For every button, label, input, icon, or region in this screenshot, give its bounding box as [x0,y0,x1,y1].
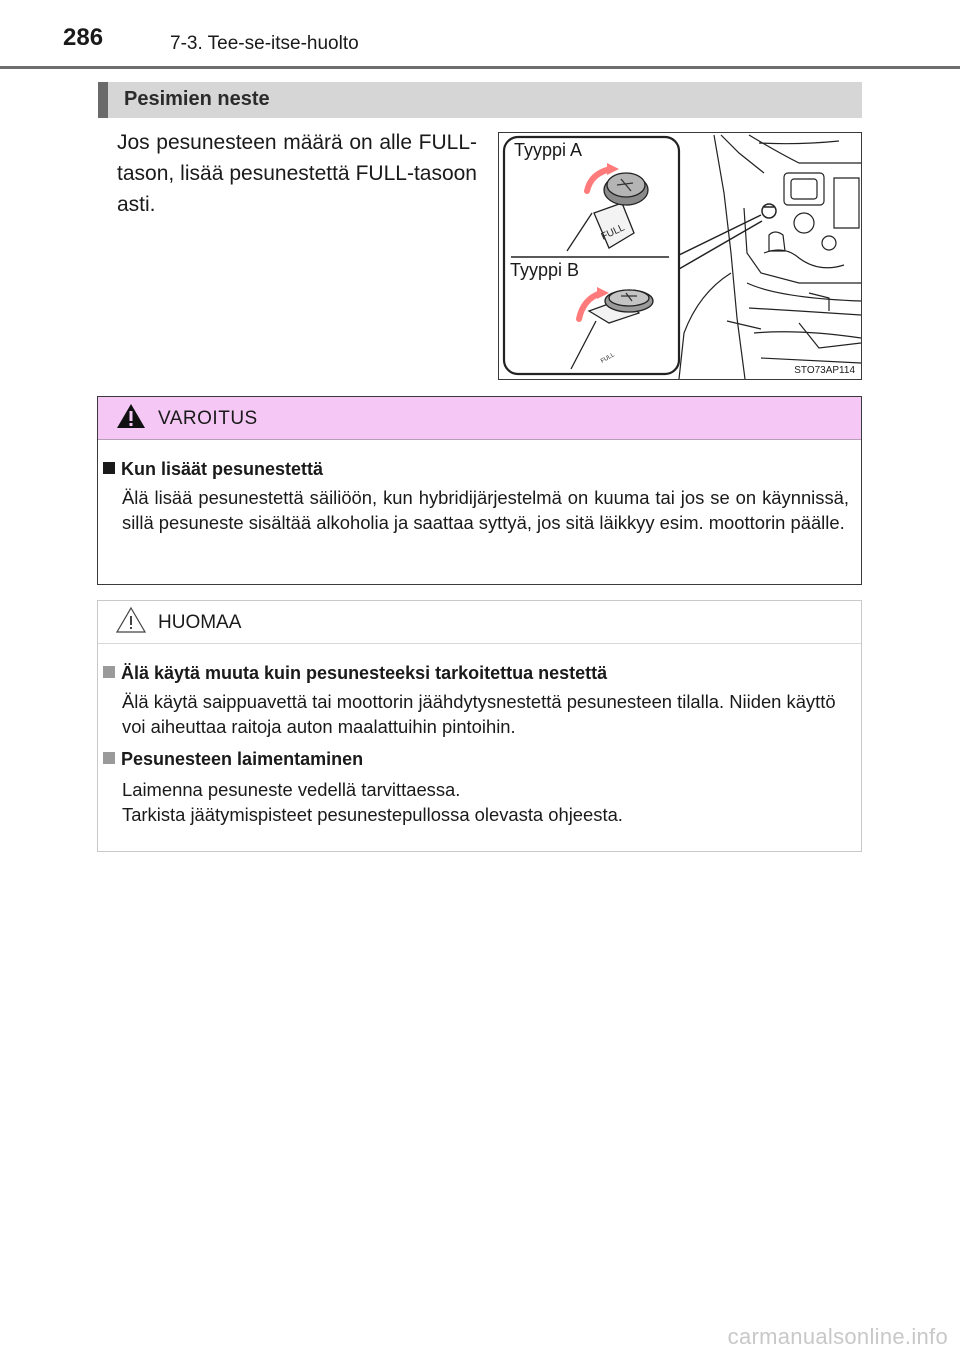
washer-fluid-illustration [498,132,862,380]
bullet-square-icon [103,752,115,764]
notice-header [98,601,861,644]
header-divider [0,66,960,69]
cap-b-full-mark: FULL [600,352,616,365]
notice-box [97,600,862,852]
type-b-label: Tyyppi B [510,260,580,280]
notice-title: HUOMAA [158,612,242,633]
notice-item-text-line: Laimenna pesuneste vedellä tarvittaessa. [122,779,461,800]
engine-bay-drawing [499,133,861,379]
notice-item-text-line: Tarkista jäätymispisteet pesunestepullossa olevasta ohjeesta. [122,804,623,825]
warning-title: VAROITUS [158,408,258,429]
section-heading [98,82,862,118]
watermark: carmanualsonline.info [727,1324,948,1349]
warning-item-text: Älä lisää pesunestettä säiliöön, kun hybridijärjestelmä on kuuma tai jos se on käynnissä, sillä pesuneste sisältää alkoholia ja saattaa syttyä, jos sitä läikkyy esim. moottorin päälle. [122,487,849,533]
caution-triangle-icon [116,606,146,634]
type-a-label: Tyyppi A [514,140,583,160]
warning-box [97,396,862,585]
figure-code: STO73AP114 [794,365,855,376]
warning-triangle-icon [116,402,146,430]
page-number: 286 [63,24,104,51]
notice-item-title: Pesunesteen laimentaminen [103,749,363,770]
bullet-square-icon [103,462,115,474]
warning-header [98,397,861,440]
section-title: Pesimien neste [124,88,270,110]
cap-a-full-mark: FULL [599,222,627,243]
bullet-square-icon [103,666,115,678]
notice-item-title: Älä käytä muuta kuin pesunesteeksi tarkoitettua nestettä [103,663,607,684]
intro-paragraph: Jos pesunesteen määrä on alle FULL-tason, lisää pesunestettä FULL-tasoon asti. [117,131,477,216]
notice-item-text: Älä käytä saippuavettä tai moottorin jäähdytysnestettä pesunesteen tilalla. Niiden käyttö voi aiheuttaa raitoja auton maalattuihin pintoihin. [122,691,836,737]
chapter-title: 7-3. Tee-se-itse-huolto [170,33,359,54]
warning-item-title: Kun lisäät pesunestettä [103,459,323,480]
